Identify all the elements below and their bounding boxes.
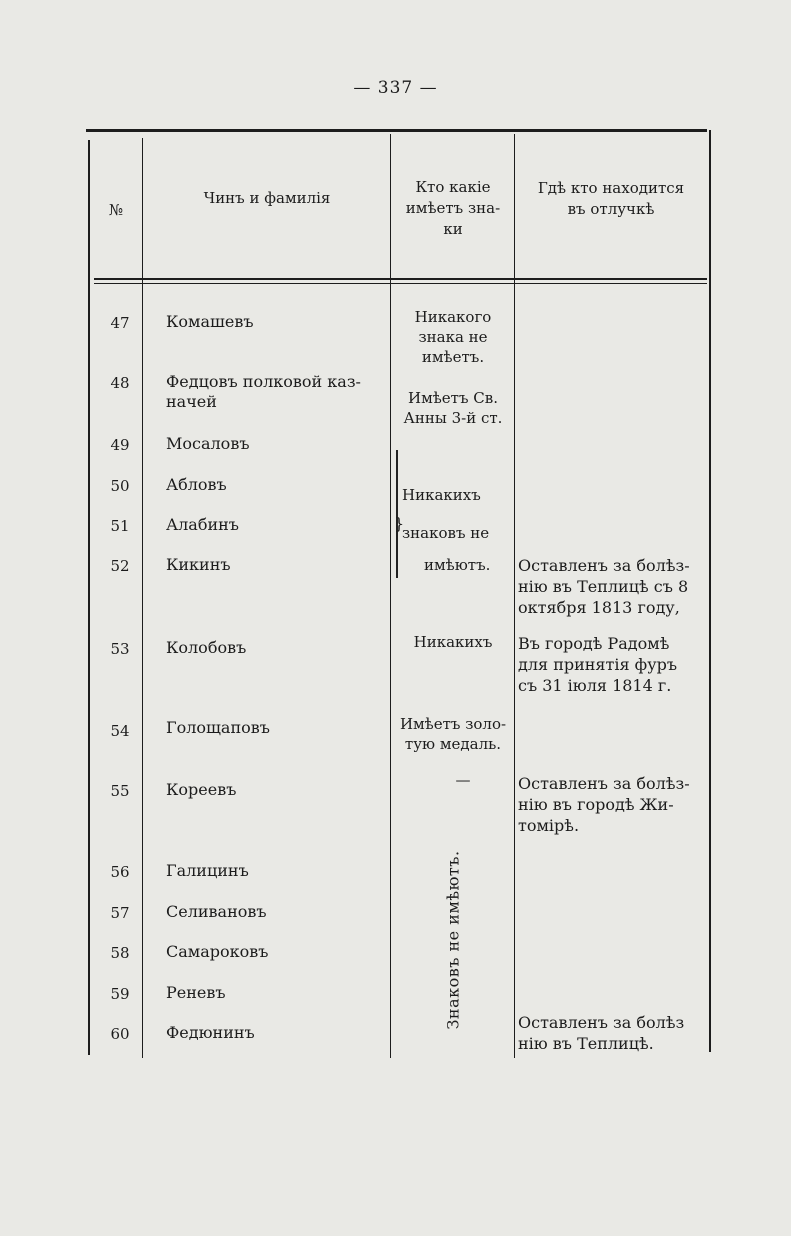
table-header-rule-2 <box>94 283 707 284</box>
header-badges-line-1: Кто какіе <box>415 178 491 196</box>
absence-line: съ 31 іюля 1814 г. <box>518 676 672 695</box>
header-absence-line-2: въ отлучкѣ <box>567 200 655 218</box>
badge-line: Никакихъ <box>402 486 481 504</box>
badge-line: Имѣетъ Св. <box>408 389 498 407</box>
row-name: Селивановъ <box>166 902 267 921</box>
column-divider-1 <box>142 138 143 1058</box>
table-left-border <box>88 140 90 1055</box>
row-number: 58 <box>110 944 130 962</box>
row-absence <box>518 633 708 696</box>
row-number: 56 <box>110 863 130 881</box>
header-badges-line-3: ки <box>443 220 463 238</box>
absence-line: нію въ городѣ Жи- <box>518 795 674 814</box>
header-rank-name: Чинъ и фамилія <box>203 189 331 207</box>
row-absence <box>518 773 708 836</box>
header-number: № <box>108 201 124 219</box>
row-badge <box>392 714 514 754</box>
absence-line: октября 1813 году, <box>518 598 680 617</box>
badge-line: тую медаль. <box>404 735 502 753</box>
absence-line: Въ городѣ Радомѣ <box>518 634 670 653</box>
row-number: 50 <box>110 477 130 495</box>
row-number: 52 <box>110 557 130 575</box>
absence-line: Оставленъ за болѣз- <box>518 774 690 793</box>
table-right-border <box>709 130 711 1052</box>
row-name <box>166 372 361 412</box>
row-number: 60 <box>110 1025 130 1043</box>
header-badges <box>392 177 514 240</box>
row-name: Самароковъ <box>166 942 269 961</box>
group-brace-tip: } <box>394 514 405 533</box>
absence-line: Оставленъ за болѣз <box>518 1013 685 1032</box>
row-name: Мосаловъ <box>166 434 250 453</box>
row-number: 57 <box>110 904 130 922</box>
row-name: Кореевъ <box>166 780 237 799</box>
row-name: Алабинъ <box>166 515 239 534</box>
row-badge: Никакихъ <box>413 633 493 651</box>
group-badge-50-52 <box>402 476 512 584</box>
row-number: 49 <box>110 436 130 454</box>
row-number: 48 <box>110 374 130 392</box>
row-number: 59 <box>110 985 130 1003</box>
badge-line: имѣютъ. <box>424 556 491 574</box>
absence-line: Оставленъ за болѣз- <box>518 556 690 575</box>
row-name: Реневъ <box>166 983 226 1002</box>
header-absence-line-1: Гдѣ кто находится <box>537 179 685 197</box>
absence-line: нію въ Теплицѣ съ 8 <box>518 577 689 596</box>
table-header-rule <box>94 278 707 280</box>
absence-line: нію въ Теплицѣ. <box>518 1034 654 1053</box>
name-line: Федцовъ полковой каз- <box>166 372 361 391</box>
badge-line: Никакого <box>414 308 492 326</box>
column-divider-2 <box>390 134 391 1058</box>
row-number: 55 <box>110 782 130 800</box>
page-number: — 337 — <box>353 78 438 98</box>
column-divider-3 <box>514 134 515 1058</box>
row-badge <box>392 307 514 367</box>
absence-line: томірѣ. <box>518 816 580 835</box>
badge-line: Имѣетъ золо- <box>399 715 507 733</box>
row-name: Галицинъ <box>166 861 249 880</box>
name-line: начей <box>166 392 217 411</box>
row-number: 47 <box>110 314 130 332</box>
row-name: Комашевъ <box>166 312 254 331</box>
badge-line: знаковъ не <box>402 524 490 542</box>
badge-line: знака не <box>418 328 488 346</box>
row-name: Федюнинъ <box>166 1023 255 1042</box>
table-top-rule <box>86 129 707 132</box>
row-name: Абловъ <box>166 475 227 494</box>
row-number: 54 <box>110 722 130 740</box>
row-absence <box>518 555 708 618</box>
absence-line: для принятія фуръ <box>518 655 678 674</box>
row-badge: — <box>455 771 471 789</box>
header-absence <box>516 178 706 220</box>
row-badge <box>392 388 514 428</box>
header-badges-line-2: имѣетъ зна- <box>405 199 501 217</box>
row-absence <box>518 1012 708 1054</box>
row-number: 53 <box>110 640 130 658</box>
row-name: Колобовъ <box>166 638 247 657</box>
badge-line: Анны 3-й ст. <box>403 409 503 427</box>
row-name: Голощаповъ <box>166 718 270 737</box>
row-number: 51 <box>110 517 130 535</box>
badge-line: имѣетъ. <box>421 348 485 366</box>
vertical-badge-text: Знаковъ не имѣютъ. <box>443 850 463 1030</box>
row-name: Кикинъ <box>166 555 231 574</box>
